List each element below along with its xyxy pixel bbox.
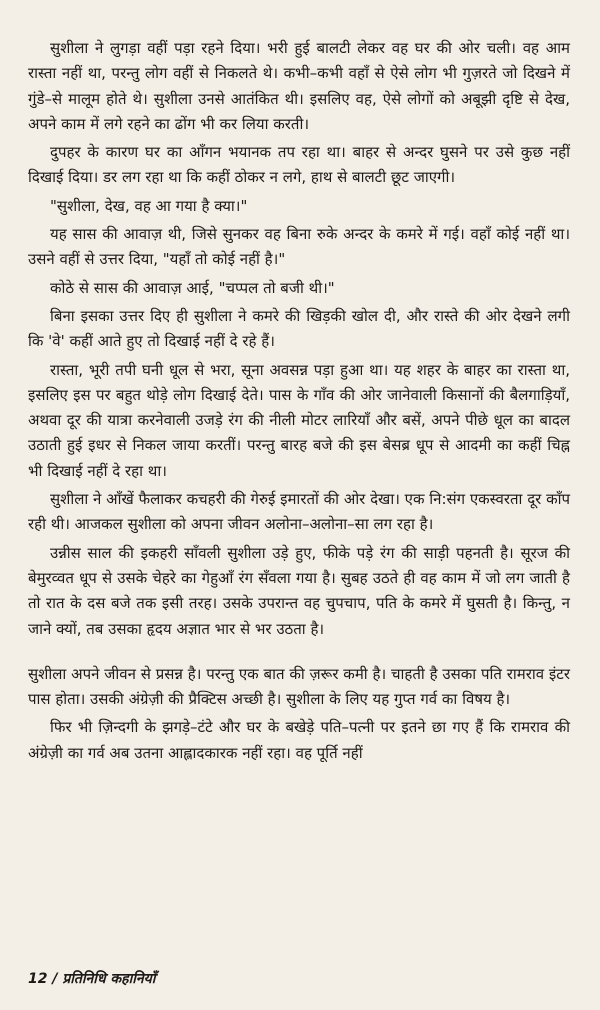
paragraph-7: रास्ता, भूरी तपी घनी धूल से भरा, सूना अवसन्न पड़ा हुआ था। यह शहर के बाहर का रास्ता था, इसलिए इस पर बहुत थोड़े लोग दिखाई देते। पास के गाँव की ओर जानेवाली किसानों की बैलगाड़ियाँ, अथवा दूर की यात्रा करनेवाली उजड़े रंग की नीली मोटर लारियाँ और बसें, अपने पीछे धूल का बादल उठाती हुई इधर से निकल जाया करतीं। परन्तु बारह बजे की इस बेसब्र धूप से आदमी का कहीं चिह्न भी दिखाई नहीं दे रहा था।	[28, 360, 570, 480]
paragraph-8: सुशीला ने आँखें फैलाकर कचहरी की गेरुई इमारतों की ओर देखा। एक नि:संग एकस्वरता दूर काँप रही थी। आजकल सुशीला को अपना जीवन अलोना–अलोना–सा लग रहा है।	[28, 490, 570, 534]
paragraph-1: सुशीला ने लुगड़ा वहीं पड़ा रहने दिया। भरी हुई बालटी लेकर वह घर की ओर चली। वह आम रास्ता नहीं था, परन्तु लोग वहीं से निकलते थे। कभी–कभी वहाँ से ऐसे लोग भी गुज़रते जो दिखने में गुंडे–से मालूम होते थे। सुशीला उनसे आतंकित थी। इसलिए वह, ऐसे लोगों को अबूझी दृष्टि से देख, अपने काम में लगे रहने का ढोंग भी कर लिया करती।	[28, 39, 570, 133]
paragraph-2: दुपहर के कारण घर का आँगन भयानक तप रहा था। बाहर से अन्दर घुसने पर उसे कुछ नहीं दिखाई दिया। डर लग रहा था कि कहीं ठोकर न लगे, हाथ से बालटी छूट जाएगी।	[28, 143, 570, 187]
paragraph-10: सुशीला अपने जीवन से प्रसन्न है। परन्तु एक बात की ज़रूर कमी है। चाहती है उसका पति रामराव इंटर पास होता। उसकी अंग्रेज़ी की प्रैक्टिस अच्छी है। सुशीला के लिए यह गुप्त गर्व का विषय है।	[28, 664, 570, 709]
paragraph-5: कोठे से सास की आवाज़ आई, "चप्पल तो बजी थी।"	[50, 278, 335, 297]
paragraph-3: "सुशीला, देख, वह आ गया है क्या।"	[50, 196, 248, 215]
paragraph-11: फिर भी ज़िन्दगी के झगड़े–टंटे और घर के बखेड़े पति–पत्नी पर इतने छा गए हैं कि रामराव की अंग्रेज़ी का गर्व अब उतना आह्लादकारक नहीं रहा। वह पूर्ति नहीं	[28, 718, 570, 762]
paragraph-6: बिना इसका उत्तर दिए ही सुशीला ने कमरे की खिड़की खोल दी, और रास्ते की ओर देखने लगी कि 'वे' कहीं आते हुए तो दिखाई नहीं दे रहे हैं।	[28, 306, 570, 351]
page-footer: 12 / प्रतिनिधि कहानियाँ	[28, 971, 156, 987]
paragraph-4: यह सास की आवाज़ थी, जिसे सुनकर वह बिना रुके अन्दर के कमरे में गई। वहाँ कोई नहीं था। उसने वहीं से उत्तर दिया, "यहाँ तो कोई नहीं है।"	[28, 225, 570, 269]
story-text	[28, 36, 570, 766]
paragraph-9: उन्नीस साल की इकहरी साँवली सुशीला उड़े हुए, फीके पड़े रंग की साड़ी पहनती है। सूरज की बेमुरव्वत धूप से उसके चेहरे का गेहुआँ रंग सँवला गया है। सुबह उठते ही वह काम में जो लग जाती है तो रात के दस बजे तक इसी तरह। उसके उपरान्त वह चुपचाप, पति के कमरे में घुसती है। किन्तु, न जाने क्यों, तब उसका हृदय अज्ञात भार से भर उठता है।	[28, 543, 570, 638]
